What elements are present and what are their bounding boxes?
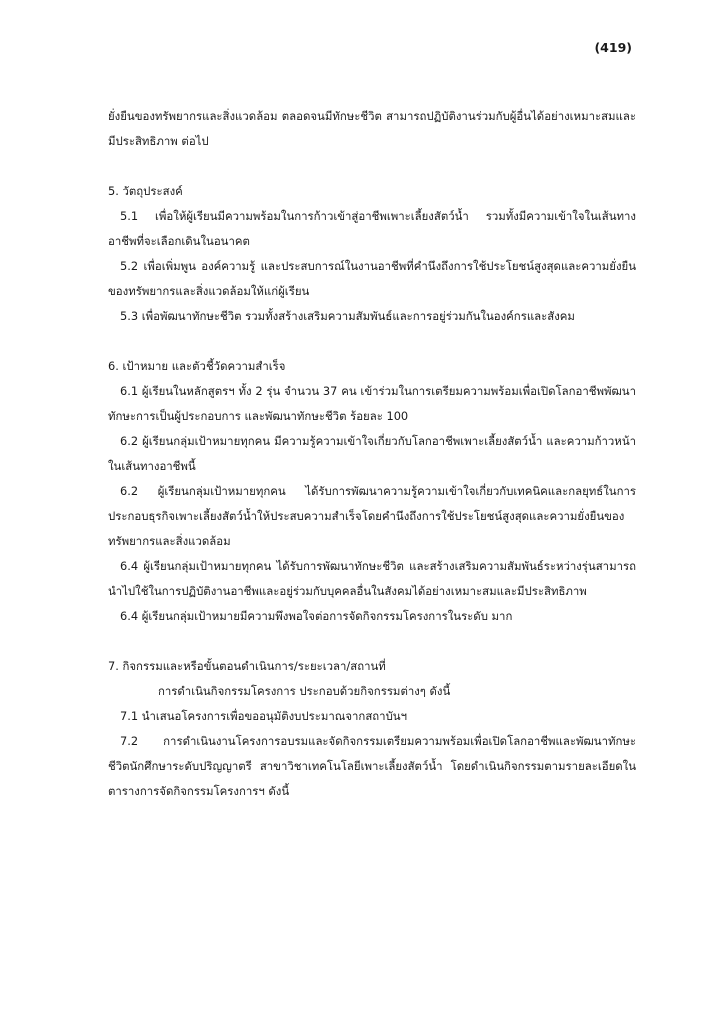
objective-5-2: 5.2 เพื่อเพิ่มพูน องค์ความรู้ และประสบการณ์ในงานอาชีพที่คำนึงถึงการใช้ประโยชน์สูงสุดและความยั่งยืนของทรัพยากรและสิ่งแวดล้อมให้แก่ผู้เรียน [108, 259, 636, 298]
section-6-heading: 6. เป้าหมาย และตัวชี้วัดความสำเร็จ [108, 359, 286, 373]
objective-5-3: 5.3 เพื่อพัฒนาทักษะชีวิต รวมทั้งสร้างเสริมความสัมพันธ์และการอยู่ร่วมกันในองค์กรและสังคม [120, 309, 575, 323]
spacer [108, 629, 636, 654]
section-7-lead: การดำเนินกิจกรรมโครงการ ประกอบด้วยกิจกรรมต่างๆ ดังนี้ [158, 684, 451, 698]
target-6-4b: 6.4 ผู้เรียนกลุ่มเป้าหมายมีความพึงพอใจต่อการจัดกิจกรรมโครงการในระดับ มาก [120, 609, 513, 623]
section-7-heading: 7. กิจกรรมและหรือขั้นตอนดำเนินการ/ระยะเวลา/สถานที่ [108, 659, 386, 673]
activity-7-1: 7.1 นำเสนอโครงการเพื่อขออนุมัติงบประมาณจากสถาบันฯ [120, 709, 407, 723]
target-6-2a: 6.2 ผู้เรียนกลุ่มเป้าหมายทุกคน มีความรู้ความเข้าใจเกี่ยวกับโลกอาชีพเพาะเลี้ยงสัตว์น้ำ และความก้าวหน้าในเส้นทางอาชีพนี้ [108, 434, 636, 473]
objective-5-1: 5.1 เพื่อให้ผู้เรียนมีความพร้อมในการก้าวเข้าสู่อาชีพเพาะเลี้ยงสัตว์น้ำ รวมทั้งมีความเข้าใจในเส้นทางอาชีพที่จะเลือกเดินในอนาคต [108, 209, 636, 248]
document-body [108, 104, 636, 804]
page-number: (419) [594, 40, 632, 55]
section-5-heading: 5. วัตถุประสงค์ [108, 184, 183, 198]
activity-7-2: 7.2 การดำเนินงานโครงการอบรมและจัดกิจกรรมเตรียมความพร้อมเพื่อเปิดโลกอาชีพและพัฒนาทักษะชีวิตนักศึกษาระดับปริญญาตรี สาขาวิชาเทคโนโลยีเพาะเลี้ยงสัตว์น้ำ โดยดำเนินกิจกรรมตามรายละเอียดในตารางการจัดกิจกรรมโครงการฯ ดังนี้ [108, 734, 636, 798]
spacer [108, 154, 636, 179]
spacer [108, 329, 636, 354]
target-6-1: 6.1 ผู้เรียนในหลักสูตรฯ ทั้ง 2 รุ่น จำนวน 37 คน เข้าร่วมในการเตรียมความพร้อมเพื่อเปิดโลกอาชีพพัฒนาทักษะการเป็นผู้ประกอบการ และพัฒนาทักษะชีวิต ร้อยละ 100 [108, 384, 636, 423]
target-6-2b: 6.2 ผู้เรียนกลุ่มเป้าหมายทุกคน ได้รับการพัฒนาความรู้ความเข้าใจเกี่ยวกับเทคนิคและกลยุทธ์ในการประกอบธุรกิจเพาะเลี้ยงสัตว์น้ำให้ประสบความสำเร็จโดยคำนึงถึงการใช้ประโยชน์สูงสุดและความยั่งยืนของทรัพยากรและสิ่งแวดล้อม [108, 484, 636, 548]
intro-paragraph: ยั่งยืนของทรัพยากรและสิ่งแวดล้อม ตลอดจนมีทักษะชีวิต สามารถปฏิบัติงานร่วมกับผู้อื่นได้อย่างเหมาะสมและมีประสิทธิภาพ ต่อไป [108, 109, 636, 148]
target-6-4a: 6.4 ผู้เรียนกลุ่มเป้าหมายทุกคน ได้รับการพัฒนาทักษะชีวิต และสร้างเสริมความสัมพันธ์ระหว่างรุ่นสามารถนำไปใช้ในการปฏิบัติงานอาชีพและอยู่ร่วมกับบุคคลอื่นในสังคมได้อย่างเหมาะสมและมีประสิทธิภาพ [108, 559, 636, 598]
